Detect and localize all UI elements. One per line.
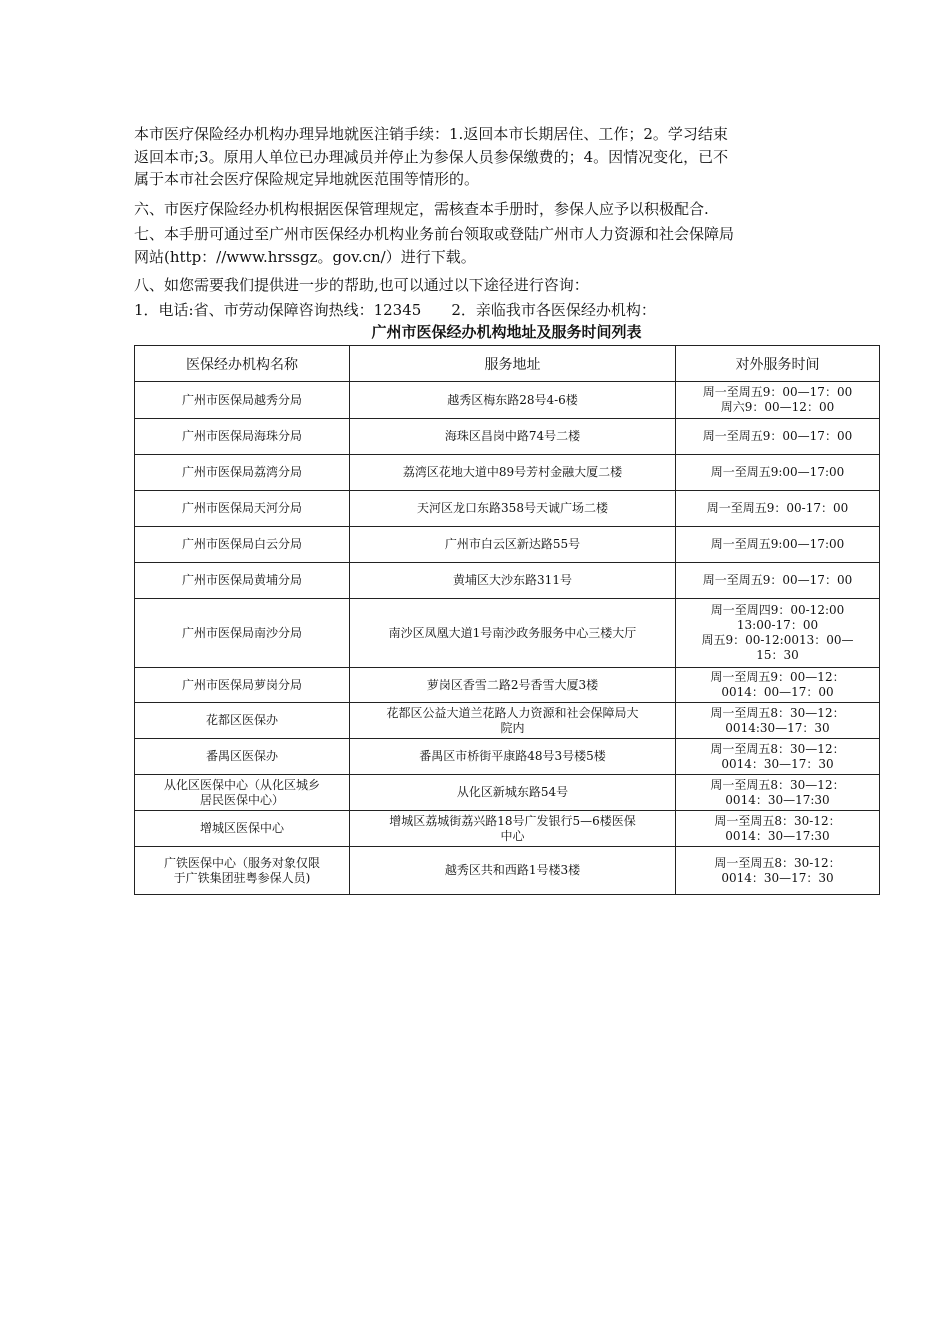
- header-address: 服务地址: [350, 346, 676, 382]
- cell-hours: [676, 491, 880, 527]
- cell-line: 0014：00—17：00: [721, 685, 834, 699]
- header-hours: 对外服务时间: [676, 346, 880, 382]
- cell-line: 从化区医保中心（从化区城乡: [163, 777, 320, 792]
- cell-line: 越秀区梅东路28号4-6楼: [447, 392, 578, 407]
- cell-hours: [676, 703, 880, 739]
- table-row: [135, 527, 880, 563]
- cell-line: 0014：30—17:30: [725, 792, 830, 807]
- cell-line: 增城区荔城街荔兴路18号广发银行5—6楼医保: [389, 813, 636, 828]
- cell-line: 周一至周五8：30—12：: [710, 741, 845, 756]
- text-line: 本市医疗保险经办机构办理异地就医注销手续：1.返回本市长期居住、工作；2。学习结束: [134, 125, 728, 143]
- cell-name: [135, 563, 350, 599]
- cell-line: 广州市白云区新达路55号: [444, 537, 581, 551]
- cell-line: 海珠区昌岗中路74号二楼: [444, 429, 581, 443]
- text-line: 七、本手册可通过至广州市医保经办机构业务前台领取或登陆广州市人力资源和社会保障局: [134, 225, 735, 243]
- cell-line: 居民医保中心）: [199, 792, 284, 807]
- cell-line: 周五9：00-12:0013：00—: [701, 633, 854, 647]
- cell-line: 荔湾区花地大道中89号芳村金融大厦二楼: [402, 465, 623, 479]
- text-line: 返回本市;3。原用人单位已办理减员并停止为参保人员参保缴费的；4。因情况变化，已不: [134, 147, 729, 166]
- cell-address: [350, 668, 676, 703]
- cell-name: [135, 847, 350, 895]
- cell-line: 广州市医保局天河分局: [181, 501, 302, 515]
- cell-name: [135, 491, 350, 527]
- cell-name: [135, 382, 350, 419]
- paragraph-deregistration: [134, 123, 814, 191]
- table-row: [135, 455, 880, 491]
- cell-name: [135, 739, 350, 775]
- cell-line: 萝岗区香雪二路2号香雪大厦3楼: [426, 677, 599, 692]
- cell-address: [350, 563, 676, 599]
- cell-name: [135, 703, 350, 739]
- cell-line: 0014:30—17：30: [725, 720, 830, 735]
- cell-address: [350, 527, 676, 563]
- cell-address: [350, 703, 676, 739]
- cell-line: 周一至周五9：00—17：00: [702, 573, 853, 587]
- contact-hotline: 1．电话:省、市劳动保障咨询热线：12345: [134, 301, 422, 319]
- cell-line: 广铁医保中心（服务对象仅限: [163, 855, 320, 870]
- office-table: [134, 345, 880, 895]
- cell-line: 南沙区凤凰大道1号南沙政务服务中心三楼大厅: [388, 625, 637, 640]
- contact-methods: [134, 299, 814, 322]
- cell-address: [350, 847, 676, 895]
- contact-visit: 2．亲临我市各医保经办机构：: [451, 301, 656, 319]
- table-row: [135, 847, 880, 895]
- cell-line: 从化区新城东路54号: [456, 785, 569, 799]
- cell-hours: [676, 599, 880, 668]
- table-row: [135, 739, 880, 775]
- cell-line: 增城区医保中心: [199, 821, 284, 835]
- cell-line: 广州市医保局白云分局: [181, 537, 302, 551]
- cell-hours: [676, 739, 880, 775]
- contact-line: [134, 299, 814, 322]
- cell-line: 周一至周五9：00—12：: [710, 670, 845, 684]
- text-line: 八、如您需要我们提供进一步的帮助,也可以通过以下途径进行咨询：: [134, 276, 589, 294]
- table-row: [135, 563, 880, 599]
- cell-line: 广州市医保局萝岗分局: [181, 677, 302, 692]
- cell-line: 天河区龙口东路358号天诚广场二楼: [417, 501, 608, 515]
- table-body: [135, 382, 880, 895]
- paragraph-eight: [134, 274, 814, 297]
- table-row: [135, 775, 880, 811]
- cell-line: 番禺区市桥街平康路48号3号楼5楼: [419, 749, 606, 763]
- cell-line: 番禺区医保办: [205, 749, 278, 763]
- cell-line: 周一至周五8：30—12：: [710, 777, 845, 792]
- cell-address: [350, 775, 676, 811]
- cell-hours: [676, 563, 880, 599]
- cell-line: 周六9：00—12：00: [720, 400, 835, 414]
- table-header-row: [135, 346, 880, 382]
- cell-hours: [676, 382, 880, 419]
- table-row: [135, 703, 880, 739]
- cell-line: 0014：30—17：30: [721, 870, 834, 885]
- cell-line: 越秀区共和西路1号楼3楼: [444, 863, 581, 877]
- table-row: [135, 668, 880, 703]
- cell-line: 周一至周五9：00—17：00: [702, 429, 853, 443]
- text-line: 六、市医疗保险经办机构根据医保管理规定，需核查本手册时，参保人应予以积极配合.: [134, 200, 709, 218]
- cell-name: [135, 419, 350, 455]
- cell-line: 广州市医保局荔湾分局: [181, 465, 302, 479]
- cell-name: [135, 599, 350, 668]
- cell-name: [135, 811, 350, 847]
- cell-address: [350, 419, 676, 455]
- cell-line: 中心: [500, 828, 525, 843]
- table-row: [135, 491, 880, 527]
- table-title: 广州市医保经办机构地址及服务时间列表: [371, 323, 642, 341]
- header-name: 医保经办机构名称: [135, 346, 350, 382]
- cell-address: [350, 491, 676, 527]
- cell-line: 黄埔区大沙东路311号: [453, 573, 572, 587]
- cell-hours: [676, 419, 880, 455]
- cell-line: 院内: [500, 720, 525, 735]
- cell-line: 花都区医保办: [205, 713, 278, 727]
- cell-line: 周一至周四9：00-12:00: [710, 603, 845, 617]
- cell-line: 周一至周五9：00-17：00: [706, 501, 849, 515]
- cell-line: 花都区公益大道兰花路人力资源和社会保障局大: [386, 705, 639, 720]
- cell-line: 于广铁集团驻粤参保人员): [173, 870, 311, 885]
- cell-line: 广州市医保局黄埔分局: [181, 573, 302, 587]
- cell-line: 0014：30—17：30: [721, 756, 834, 771]
- cell-address: [350, 811, 676, 847]
- cell-name: [135, 455, 350, 491]
- cell-name: [135, 775, 350, 811]
- cell-line: 周一至周五9:00—17:00: [710, 465, 845, 479]
- cell-hours: [676, 847, 880, 895]
- table-row: [135, 599, 880, 668]
- cell-address: [350, 382, 676, 419]
- table-row: [135, 811, 880, 847]
- cell-address: [350, 739, 676, 775]
- table-row: [135, 382, 880, 419]
- cell-hours: [676, 455, 880, 491]
- cell-line: 周一至周五9：00—17：00: [702, 385, 853, 399]
- cell-line: 周一至周五8：30-12：: [714, 855, 841, 870]
- cell-hours: [676, 775, 880, 811]
- cell-line: 周一至周五9:00—17:00: [710, 537, 845, 551]
- table-row: [135, 419, 880, 455]
- cell-address: [350, 599, 676, 668]
- cell-line: 广州市医保局越秀分局: [181, 392, 302, 407]
- paragraph-six: [134, 198, 814, 221]
- cell-line: 15：30: [756, 648, 799, 662]
- text-line: 网站(http：//www.hrssgz。gov.cn/）进行下载。: [134, 247, 476, 266]
- cell-hours: [676, 527, 880, 563]
- cell-name: [135, 668, 350, 703]
- cell-name: [135, 527, 350, 563]
- text-line: 属于本市社会医疗保险规定异地就医范围等情形的。: [134, 170, 480, 188]
- cell-address: [350, 455, 676, 491]
- cell-line: 广州市医保局海珠分局: [181, 429, 302, 443]
- paragraph-seven: [134, 223, 814, 268]
- cell-line: 0014：30—17:30: [725, 828, 830, 843]
- cell-line: 周一至周五8：30-12：: [714, 813, 841, 828]
- cell-line: 13:00-17：00: [736, 618, 819, 632]
- cell-line: 广州市医保局南沙分局: [181, 625, 302, 640]
- cell-hours: [676, 668, 880, 703]
- cell-hours: [676, 811, 880, 847]
- cell-line: 周一至周五8：30—12：: [710, 705, 845, 720]
